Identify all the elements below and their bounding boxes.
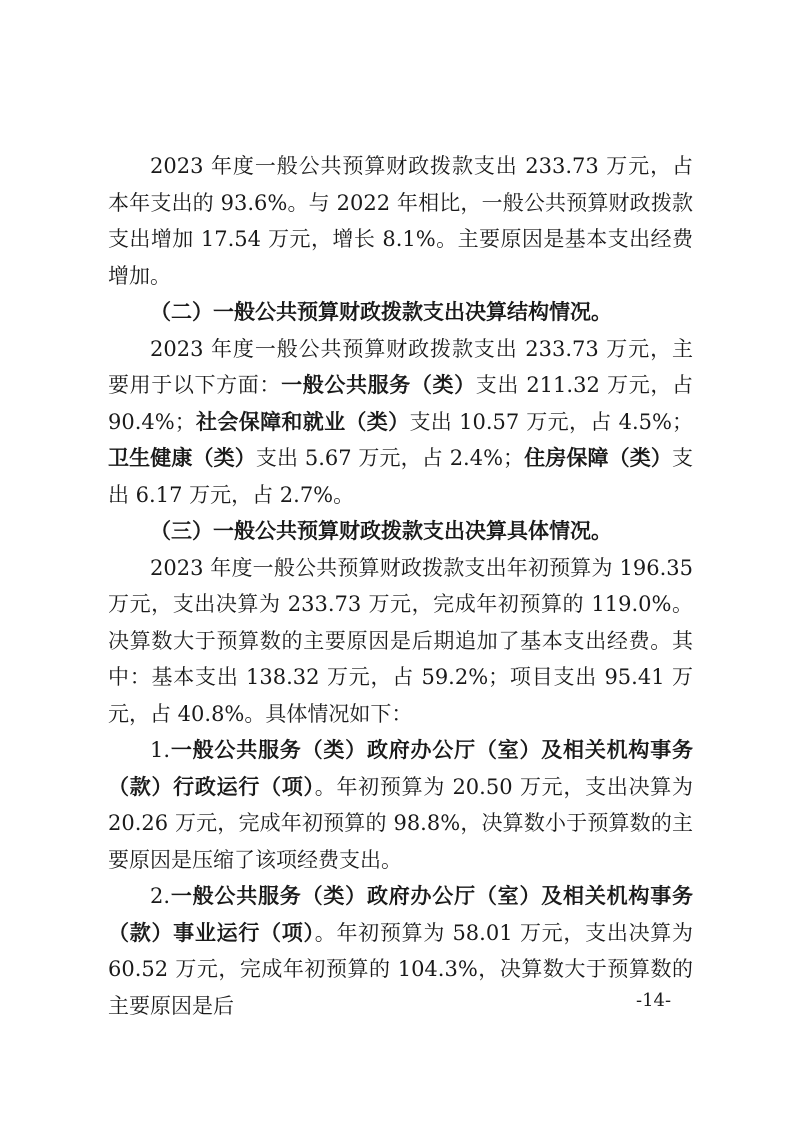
list-item-1-text: 。年初预算为 20.50 万元，支出决算为 20.26 万元，完成年初预算的 98.8%，决算数小于预算数的主要原因是压缩了该项经费支出。 [108, 774, 694, 872]
section-heading-details: （三）一般公共预算财政拨款支出决算具体情况。 [150, 518, 612, 543]
list-item-1-title: 一般公共服务（类）政府办公厅（室）及相关机构事务（款）行政运行（项） [108, 737, 693, 799]
list-item-1 [108, 732, 693, 878]
list-item-2-text: 。年初预算为 58.01 万元，支出决算为 60.52 万元，完成年初预算的 104.3%，决算数大于预算数的主要原因是后 [108, 920, 694, 1018]
structure-intro-text: 2023 年度一般公共预算财政拨款支出 233.73 万元，主要用于以下方面： [108, 336, 693, 397]
category-social-security-employment-amount: 支出 10.57 万元，占 4.5%； [409, 409, 693, 434]
category-health: 卫生健康（类） [108, 445, 256, 470]
category-housing-security: 住房保障（类） [524, 445, 673, 470]
category-general-public-services: 一般公共服务（类） [281, 372, 476, 397]
paragraph-expenditure-details: 2023 年度一般公共预算财政拨款支出年初预算为 196.35 万元，支出决算为 233.73 万元，完成年初预算的 119.0%。决算数大于预算数的主要原因是后期追加了基本支出经费。其中：基本支出 138.32 万元，占 59.2%；项目支出 95.41 万元，占 40.8%。具体情况如下： [108, 555, 693, 726]
list-item-1-number: 1. [150, 738, 171, 762]
paragraph-expenditure-overview: 2023 年度一般公共预算财政拨款支出 233.73 万元，占本年支出的 93.6%。与 2022 年相比，一般公共预算财政拨款支出增加 17.54 万元，增长 8.1%。主要原因是基本支出经费增加。 [108, 154, 693, 288]
category-health-amount: 支出 5.67 万元，占 2.4%； [255, 446, 525, 470]
page-number: -14- [636, 990, 672, 1011]
list-item-2-title: 一般公共服务（类）政府办公厅（室）及相关机构事务（款）事业运行（项） [108, 883, 693, 945]
category-general-public-services-amount: 支出 211.32 万元，占 90.4%； [108, 373, 694, 434]
category-social-security-employment: 社会保障和就业（类） [195, 408, 410, 434]
section-heading-structure: （二）一般公共预算财政拨款支出决算结构情况。 [150, 299, 612, 324]
category-housing-security-amount: 支出 6.17 万元，占 2.7%。 [108, 446, 694, 507]
document-body [108, 148, 693, 1024]
list-item-2 [108, 878, 693, 1024]
paragraph-expenditure-structure [108, 331, 693, 514]
list-item-2-number: 2. [150, 884, 171, 908]
